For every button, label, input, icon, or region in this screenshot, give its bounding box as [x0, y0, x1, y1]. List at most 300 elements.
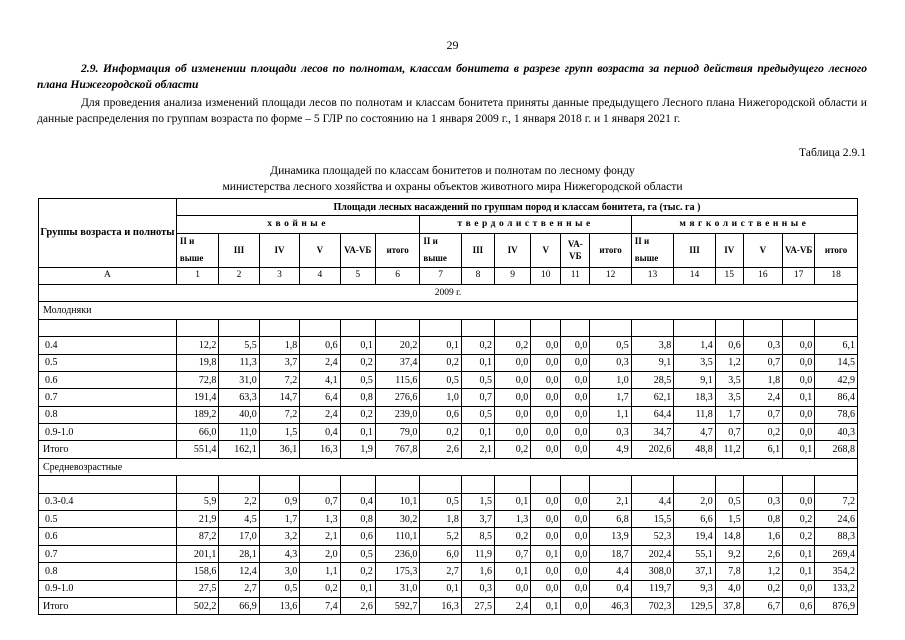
table-cell: 86,4 [815, 389, 858, 406]
table-cell: 2,7 [219, 580, 259, 597]
table-cell: 6,1 [815, 337, 858, 354]
table-cell: 36,1 [259, 441, 299, 458]
table-row [39, 493, 858, 510]
table-cell: 0,0 [561, 354, 590, 371]
table-cell: 0,8 [340, 389, 375, 406]
empty-cell [259, 476, 299, 493]
table-cell: 0,0 [561, 528, 590, 545]
table-row [39, 563, 858, 580]
table-cell: 0,0 [783, 424, 815, 441]
table-cell: 31,0 [219, 371, 259, 388]
table-cell: 7,2 [259, 406, 299, 423]
table-cell: 0,2 [783, 528, 815, 545]
row-label: 0.5 [39, 511, 177, 528]
table-cell: 12,2 [176, 337, 218, 354]
year-row [39, 284, 858, 301]
table-cell: 0,1 [495, 493, 531, 510]
table-cell: 7,2 [815, 493, 858, 510]
row-label: 0.6 [39, 528, 177, 545]
table-cell: 0,0 [495, 424, 531, 441]
table-row [39, 545, 858, 562]
section-row [39, 458, 858, 475]
empty-cell [743, 319, 782, 336]
class-header: итого [815, 233, 858, 267]
empty-cell [561, 476, 590, 493]
table-cell: 27,5 [176, 580, 218, 597]
table-cell: 0,7 [300, 493, 340, 510]
empty-cell [461, 319, 494, 336]
table-cell: 2,0 [300, 545, 340, 562]
table-cell: 189,2 [176, 406, 218, 423]
table-cell: 6,4 [300, 389, 340, 406]
table-cell: 7,8 [715, 563, 743, 580]
table-cell: 2,4 [743, 389, 782, 406]
class-header: III [674, 233, 715, 267]
page-number: 29 [446, 38, 459, 52]
table-cell: 0,1 [783, 545, 815, 562]
table-cell: 1,0 [590, 371, 631, 388]
table-cell: 18,7 [590, 545, 631, 562]
table-cell: 110,1 [375, 528, 420, 545]
table-cell: 4,7 [674, 424, 715, 441]
group-header-coniferous: хвойные [176, 216, 420, 233]
table-cell: 876,9 [815, 597, 858, 614]
table-cell: 12,4 [219, 563, 259, 580]
table-cell: 308,0 [631, 563, 673, 580]
blank-row [39, 476, 858, 493]
table-cell: 0,0 [531, 580, 561, 597]
table-cell: 1,7 [590, 389, 631, 406]
empty-cell [39, 319, 177, 336]
table-cell: 115,6 [375, 371, 420, 388]
table-cell: 0,5 [715, 493, 743, 510]
table-cell: 0,0 [531, 528, 561, 545]
table-cell: 0,5 [420, 493, 461, 510]
empty-cell [590, 476, 631, 493]
table-cell: 1,8 [259, 337, 299, 354]
column-number: 8 [461, 267, 494, 284]
class-header: VA-VБ [340, 233, 375, 267]
table-cell: 19,8 [176, 354, 218, 371]
table-cell: 0,0 [561, 424, 590, 441]
table-cell: 55,1 [674, 545, 715, 562]
table-cell: 202,6 [631, 441, 673, 458]
class-header: итого [375, 233, 420, 267]
table-cell: 0,5 [420, 371, 461, 388]
row-label: 0.9-1.0 [39, 580, 177, 597]
table-cell: 8,5 [461, 528, 494, 545]
table-cell: 0,7 [495, 545, 531, 562]
table-cell: 702,3 [631, 597, 673, 614]
empty-cell [219, 476, 259, 493]
table-cell: 119,7 [631, 580, 673, 597]
table-cell: 66,0 [176, 424, 218, 441]
table-cell: 0,2 [743, 580, 782, 597]
table-cell: 0,0 [531, 389, 561, 406]
table-cell: 18,3 [674, 389, 715, 406]
class-header-above-suffix: выше [631, 250, 673, 267]
table-cell: 1,3 [495, 511, 531, 528]
table-cell: 236,0 [375, 545, 420, 562]
table-cell: 0,7 [461, 389, 494, 406]
table-cell: 4,0 [715, 580, 743, 597]
class-header-ii-and-above: II и [420, 233, 461, 250]
table-cell: 1,3 [300, 511, 340, 528]
table-cell: 6,0 [420, 545, 461, 562]
section-heading: 2.9. Информация об изменении площади лесов по полнотам, классам бонитета в разрезе групп возраста за период действия предыдущего лесного плана Нижегородской области [37, 62, 867, 91]
table-cell: 0,0 [531, 563, 561, 580]
row-header-title: Группы возраста и полноты [39, 199, 177, 268]
table-cell: 30,2 [375, 511, 420, 528]
table-cell: 162,1 [219, 441, 259, 458]
table-cell: 6,6 [674, 511, 715, 528]
empty-cell [561, 319, 590, 336]
table-row [39, 389, 858, 406]
table-cell: 0,0 [561, 493, 590, 510]
table-cell: 0,0 [531, 337, 561, 354]
table-cell: 0,0 [561, 511, 590, 528]
table-cell: 0,3 [461, 580, 494, 597]
table-cell: 5,2 [420, 528, 461, 545]
table-cell: 88,3 [815, 528, 858, 545]
class-header: VA-VБ [783, 233, 815, 267]
table-cell: 0,0 [495, 354, 531, 371]
row-label: 0.9-1.0 [39, 424, 177, 441]
table-cell: 48,8 [674, 441, 715, 458]
table-cell: 16,3 [300, 441, 340, 458]
section-label: Молодняки [39, 302, 858, 319]
table-cell: 0,1 [783, 441, 815, 458]
table-cell: 1,5 [461, 493, 494, 510]
table-cell: 0,6 [783, 597, 815, 614]
section-label: Средневозрастные [39, 458, 858, 475]
table-cell: 17,0 [219, 528, 259, 545]
table-cell: 5,5 [219, 337, 259, 354]
table-cell: 0,4 [300, 424, 340, 441]
table-cell: 0,7 [715, 424, 743, 441]
table-cell: 62,1 [631, 389, 673, 406]
row-label: 0.6 [39, 371, 177, 388]
table-cell: 0,0 [561, 580, 590, 597]
table-cell: 0,7 [743, 406, 782, 423]
table-cell: 1,9 [340, 441, 375, 458]
table-cell: 66,9 [219, 597, 259, 614]
table-cell: 2,6 [340, 597, 375, 614]
column-number: 11 [561, 267, 590, 284]
empty-cell [531, 319, 561, 336]
table-cell: 276,6 [375, 389, 420, 406]
table-cell: 239,0 [375, 406, 420, 423]
table-cell: 2,4 [300, 406, 340, 423]
section-row [39, 302, 858, 319]
empty-cell [783, 319, 815, 336]
table-cell: 37,4 [375, 354, 420, 371]
empty-cell [783, 476, 815, 493]
table-cell: 3,2 [259, 528, 299, 545]
table-cell: 0,1 [340, 424, 375, 441]
empty-cell [715, 476, 743, 493]
table-cell: 0,0 [783, 493, 815, 510]
table-cell: 16,3 [420, 597, 461, 614]
table-cell: 2,4 [495, 597, 531, 614]
table-row [39, 441, 858, 458]
column-label-a: А [39, 267, 177, 284]
table-cell: 34,7 [631, 424, 673, 441]
empty-cell [375, 476, 420, 493]
table-cell: 20,2 [375, 337, 420, 354]
empty-cell [590, 319, 631, 336]
table-cell: 79,0 [375, 424, 420, 441]
empty-cell [495, 319, 531, 336]
table-cell: 0,0 [561, 337, 590, 354]
table-cell: 0,0 [531, 406, 561, 423]
table-cell: 2,6 [743, 545, 782, 562]
table-cell: 31,0 [375, 580, 420, 597]
table-cell: 0,0 [783, 337, 815, 354]
table-cell: 13,9 [590, 528, 631, 545]
column-number: 12 [590, 267, 631, 284]
table-cell: 0,1 [340, 580, 375, 597]
class-header: V [300, 233, 340, 267]
table-cell: 27,5 [461, 597, 494, 614]
column-number: 3 [259, 267, 299, 284]
table-body [39, 284, 858, 614]
table-cell: 0,0 [561, 597, 590, 614]
table-row [39, 337, 858, 354]
table-row [39, 580, 858, 597]
class-header: итого [590, 233, 631, 267]
table-cell: 1,5 [715, 511, 743, 528]
table-cell: 9,3 [674, 580, 715, 597]
table-cell: 52,3 [631, 528, 673, 545]
table-cell: 0,1 [340, 337, 375, 354]
class-header: III [219, 233, 259, 267]
row-label: 0.8 [39, 563, 177, 580]
class-header-ii-and-above: II и [176, 233, 218, 250]
row-label: Итого [39, 441, 177, 458]
table-cell: 0,2 [300, 580, 340, 597]
table-cell: 37,1 [674, 563, 715, 580]
column-number: 13 [631, 267, 673, 284]
table-cell: 0,5 [259, 580, 299, 597]
table-cell: 28,5 [631, 371, 673, 388]
table-cell: 0,0 [531, 441, 561, 458]
table-cell: 0,1 [420, 337, 461, 354]
empty-cell [815, 476, 858, 493]
table-cell: 2,4 [300, 354, 340, 371]
table-cell: 133,2 [815, 580, 858, 597]
table-cell: 1,8 [420, 511, 461, 528]
table-cell: 46,3 [590, 597, 631, 614]
table-cell: 2,1 [300, 528, 340, 545]
column-number: 4 [300, 267, 340, 284]
table-cell: 6,8 [590, 511, 631, 528]
table-cell: 0,3 [590, 424, 631, 441]
table-cell: 0,6 [340, 528, 375, 545]
table-cell: 2,1 [590, 493, 631, 510]
table-main-title: Площади лесных насаждений по группам пород и классам бонитета, га (тыс. га ) [176, 199, 857, 216]
table-cell: 1,7 [259, 511, 299, 528]
table-cell: 0,1 [495, 563, 531, 580]
row-label: Итого [39, 597, 177, 614]
table-cell: 0,6 [715, 337, 743, 354]
table-cell: 7,2 [259, 371, 299, 388]
table-cell: 0,0 [531, 424, 561, 441]
column-number: 6 [375, 267, 420, 284]
table-cell: 0,0 [531, 354, 561, 371]
table-cell: 37,8 [715, 597, 743, 614]
table-cell: 14,8 [715, 528, 743, 545]
table-cell: 28,1 [219, 545, 259, 562]
table-cell: 0,8 [743, 511, 782, 528]
class-header: III [461, 233, 494, 267]
table-cell: 6,1 [743, 441, 782, 458]
table-cell: 175,3 [375, 563, 420, 580]
empty-cell [39, 476, 177, 493]
table-cell: 2,1 [461, 441, 494, 458]
table-cell: 551,4 [176, 441, 218, 458]
column-number: 9 [495, 267, 531, 284]
class-header-above-suffix: выше [176, 250, 218, 267]
empty-cell [375, 319, 420, 336]
table-cell: 4,5 [219, 511, 259, 528]
table-cell: 0,0 [495, 406, 531, 423]
column-number: 18 [815, 267, 858, 284]
table-cell: 1,2 [743, 563, 782, 580]
table-cell: 0,5 [461, 406, 494, 423]
table-cell: 2,2 [219, 493, 259, 510]
empty-cell [495, 476, 531, 493]
column-number: 15 [715, 267, 743, 284]
table-cell: 0,4 [590, 580, 631, 597]
class-header: V [531, 233, 561, 267]
empty-cell [420, 476, 461, 493]
table-cell: 1,6 [743, 528, 782, 545]
table-cell: 0,0 [531, 371, 561, 388]
table-cell: 21,9 [176, 511, 218, 528]
table-cell: 0,2 [783, 511, 815, 528]
table-cell: 269,4 [815, 545, 858, 562]
table-cell: 63,3 [219, 389, 259, 406]
column-number: 10 [531, 267, 561, 284]
table-caption-line-1: Динамика площадей по классам бонитетов и полнотам по лесному фонду [270, 164, 635, 177]
table-cell: 0,1 [783, 389, 815, 406]
table-cell: 0,5 [340, 371, 375, 388]
table-cell: 4,9 [590, 441, 631, 458]
table-cell: 0,6 [420, 406, 461, 423]
table-cell: 5,9 [176, 493, 218, 510]
table-cell: 3,0 [259, 563, 299, 580]
table-cell: 4,1 [300, 371, 340, 388]
table-cell: 1,2 [715, 354, 743, 371]
empty-cell [219, 319, 259, 336]
column-number: 2 [219, 267, 259, 284]
table-cell: 2,6 [420, 441, 461, 458]
table-row [39, 424, 858, 441]
empty-cell [420, 319, 461, 336]
table-cell: 3,5 [674, 354, 715, 371]
table-cell: 0,0 [783, 371, 815, 388]
empty-cell [300, 476, 340, 493]
row-label: 0.8 [39, 406, 177, 423]
column-number: 17 [783, 267, 815, 284]
table-row [39, 354, 858, 371]
table-cell: 0,2 [420, 354, 461, 371]
empty-cell [715, 319, 743, 336]
forest-area-table [38, 198, 858, 615]
table-cell: 0,8 [340, 511, 375, 528]
row-label: 0.5 [39, 354, 177, 371]
class-header-above-suffix: выше [420, 250, 461, 267]
blank-row [39, 319, 858, 336]
column-number-row [39, 267, 858, 284]
empty-cell [340, 476, 375, 493]
empty-cell [631, 476, 673, 493]
table-cell: 0,2 [340, 406, 375, 423]
table-number: Таблица 2.9.1 [799, 146, 866, 159]
table-cell: 0,2 [461, 337, 494, 354]
table-cell: 14,5 [815, 354, 858, 371]
table-cell: 1,1 [300, 563, 340, 580]
table-cell: 0,9 [259, 493, 299, 510]
table-cell: 78,6 [815, 406, 858, 423]
table-cell: 9,2 [715, 545, 743, 562]
table-cell: 13,6 [259, 597, 299, 614]
empty-cell [815, 319, 858, 336]
table-cell: 0,3 [743, 337, 782, 354]
class-header: IV [259, 233, 299, 267]
table-cell: 64,4 [631, 406, 673, 423]
table-cell: 42,9 [815, 371, 858, 388]
table-cell: 0,0 [495, 371, 531, 388]
table-cell: 0,0 [561, 371, 590, 388]
table-cell: 40,3 [815, 424, 858, 441]
group-header-hardwood: твердолиственные [420, 216, 631, 233]
table-cell: 0,0 [531, 493, 561, 510]
table-cell: 158,6 [176, 563, 218, 580]
table-cell: 0,1 [461, 354, 494, 371]
row-label: 0.7 [39, 389, 177, 406]
table-cell: 9,1 [631, 354, 673, 371]
empty-cell [743, 476, 782, 493]
table-cell: 40,0 [219, 406, 259, 423]
table-cell: 4,4 [631, 493, 673, 510]
table-cell: 502,2 [176, 597, 218, 614]
table-cell: 0,5 [590, 337, 631, 354]
table-cell: 10,1 [375, 493, 420, 510]
table-cell: 0,4 [340, 493, 375, 510]
table-cell: 11,3 [219, 354, 259, 371]
table-row [39, 597, 858, 614]
empty-cell [340, 319, 375, 336]
table-row [39, 528, 858, 545]
table-caption-line-2: министерства лесного хозяйства и охраны объектов животного мира Нижегородской области [222, 180, 683, 193]
table-row [39, 406, 858, 423]
table-cell: 0,2 [340, 563, 375, 580]
table-cell: 0,0 [561, 441, 590, 458]
table-cell: 191,4 [176, 389, 218, 406]
table-cell: 0,0 [783, 406, 815, 423]
table-cell: 0,0 [561, 545, 590, 562]
table-cell: 268,8 [815, 441, 858, 458]
empty-cell [300, 319, 340, 336]
table-cell: 14,7 [259, 389, 299, 406]
table-cell: 11,0 [219, 424, 259, 441]
table-cell: 2,0 [674, 493, 715, 510]
table-cell: 3,7 [259, 354, 299, 371]
table-cell: 1,7 [715, 406, 743, 423]
class-header: IV [715, 233, 743, 267]
